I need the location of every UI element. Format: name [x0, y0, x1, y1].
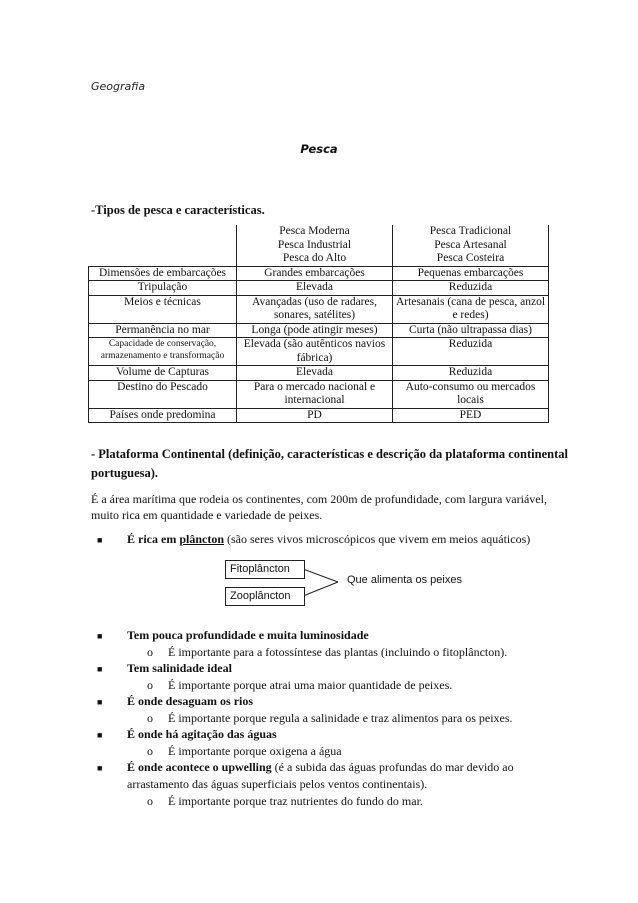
- row-label: Dimensões de embarcações: [89, 266, 237, 281]
- bullet-upwelling: É onde acontece o upwelling (é a subida das águas profundas do mar devido ao: [127, 760, 514, 774]
- plataforma-paragraph-line1: É a área marítima que rodeia os continentes, com 200m de profundidade, com largura variável,: [91, 492, 547, 506]
- row-label: Países onde predomina: [89, 408, 237, 423]
- cell-traditional: Pequenas embarcações: [393, 266, 549, 281]
- row-label: Permanência no mar: [89, 323, 237, 338]
- cell-modern: Para o mercado nacional e internacional: [237, 380, 393, 408]
- cell-modern: Avançadas (uso de radares, sonares, satélites): [237, 295, 393, 323]
- bullet-icon: ■: [97, 697, 103, 707]
- bullet-agitacao: É onde há agitação das águas: [127, 727, 277, 741]
- bullet-upwelling-line2: arrastamento das águas superficiais pelos ventos continentais).: [127, 777, 428, 791]
- section-heading-tipos: -Tipos de pesca e características.: [91, 203, 265, 217]
- bullet-icon: ■: [97, 763, 103, 773]
- cell-traditional: Auto-consumo ou mercados locais: [393, 380, 549, 408]
- cell-modern: Longa (pode atingir meses): [237, 323, 393, 338]
- bullet-icon: ■: [97, 664, 103, 674]
- sub-bullet-icon: o: [147, 678, 153, 692]
- row-label: Capacidade de conservação, armazenamento e transformação: [89, 338, 237, 366]
- cell-modern: Elevada: [237, 281, 393, 296]
- bullet-icon: ■: [97, 730, 103, 740]
- section-heading-plataforma-line1: - Plataforma Continental (definição, características e descrição da plataforma continental: [91, 447, 568, 461]
- cell-traditional: Curta (não ultrapassa dias): [393, 323, 549, 338]
- sub-bullet-icon: o: [147, 645, 153, 659]
- row-label: Tripulação: [89, 281, 237, 296]
- cell-traditional: Reduzida: [393, 366, 549, 381]
- sub-bullet-profundidade: É importante para a fotossíntese das plantas (incluindo o fitoplâncton).: [168, 645, 508, 659]
- bullet-icon: ■: [97, 631, 103, 641]
- section-heading-plataforma-line2: portuguesa).: [91, 466, 159, 480]
- cell-modern: Elevada: [237, 366, 393, 381]
- sub-bullet-icon: o: [147, 744, 153, 758]
- connector-line-top: [303, 569, 338, 582]
- cell-modern: PD: [237, 408, 393, 423]
- connector-line-bottom: [303, 582, 338, 596]
- cell-traditional: Reduzida: [393, 338, 549, 366]
- plataforma-paragraph-line2: muito rica em quantidade e variedade de peixes.: [91, 508, 323, 522]
- cell-modern: Elevada (são autênticos navios fábrica): [237, 338, 393, 366]
- sub-bullet-upwelling: É importante porque traz nutrientes do fundo do mar.: [168, 794, 423, 808]
- row-label: Meios e técnicas: [89, 295, 237, 323]
- page-title: Pesca: [300, 142, 338, 156]
- diagram-label: Que alimenta os peixes: [347, 574, 462, 586]
- bullet-icon: ■: [97, 535, 103, 545]
- sub-bullet-agitacao: É importante porque oxigena a água: [168, 744, 342, 758]
- cell-traditional: Reduzida: [393, 281, 549, 296]
- sub-bullet-icon: o: [147, 794, 153, 808]
- bullet-salinidade: Tem salinidade ideal: [127, 661, 232, 675]
- table-header-traditional: Pesca Tradicional Pesca Artesanal Pesca Costeira: [393, 225, 549, 266]
- row-label: Volume de Capturas: [89, 366, 237, 381]
- sub-bullet-rios: É importante porque regula a salinidade e traz alimentos para os peixes.: [168, 711, 513, 725]
- bullet-profundidade: Tem pouca profundidade e muita luminosidade: [127, 628, 369, 642]
- cell-traditional: Artesanais (cana de pesca, anzol e redes): [393, 295, 549, 323]
- zooplancton-box: Zooplâncton: [225, 587, 305, 606]
- table-header-modern: Pesca Moderna Pesca Industrial Pesca do Alto: [237, 225, 393, 266]
- cell-traditional: PED: [393, 408, 549, 423]
- document-header: Geografia: [91, 80, 146, 93]
- cell-modern: Grandes embarcações: [237, 266, 393, 281]
- bullet-plancton: É rica em plâncton (são seres vivos microscópicos que vivem em meios aquáticos): [127, 532, 531, 546]
- fitoplancton-box: Fitoplâncton: [225, 560, 305, 579]
- row-label: Destino do Pescado: [89, 380, 237, 408]
- bullet-rios: É onde desaguam os rios: [127, 694, 254, 708]
- sub-bullet-icon: o: [147, 711, 153, 725]
- sub-bullet-salinidade: É importante porque atrai uma maior quantidade de peixes.: [168, 678, 453, 692]
